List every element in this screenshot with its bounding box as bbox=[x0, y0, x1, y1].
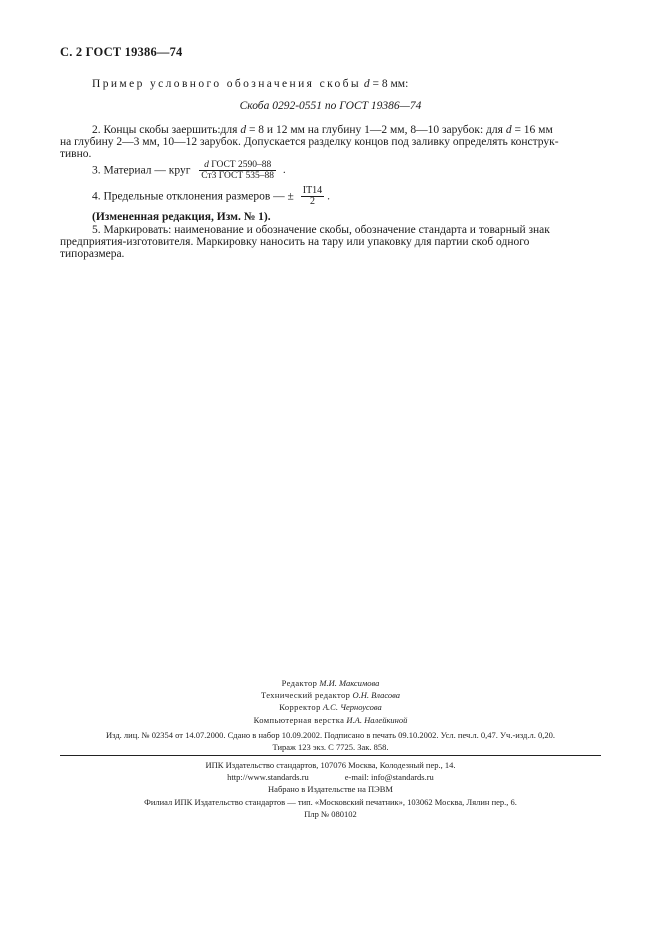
publisher-email: e-mail: info@standards.ru bbox=[344, 772, 434, 783]
example-var: d bbox=[363, 78, 370, 90]
credit-name: М.И. Максимова bbox=[319, 678, 380, 688]
publisher-block bbox=[60, 759, 601, 820]
example-lead: Пример условного обозначения скобы bbox=[92, 78, 362, 90]
credit-name: О.Н. Власова bbox=[352, 690, 401, 701]
material-fraction bbox=[199, 160, 276, 181]
item-2-var-2: d bbox=[505, 124, 512, 136]
imprint-block bbox=[60, 729, 601, 753]
imprint-line-2: Тираж 123 экз. С 7725. Зак. 858. bbox=[272, 742, 389, 753]
tolerance-numerator: IT14 bbox=[302, 185, 323, 196]
example-tail: = 8 мм: bbox=[369, 78, 409, 90]
imprint-divider bbox=[60, 755, 601, 756]
example-designation: Скоба 0292-0551 по ГОСТ 19386—74 bbox=[239, 100, 422, 112]
item-2-text-c: = 16 мм bbox=[511, 124, 553, 136]
item-5-line-2: предприятия-изготовителя. Маркировку наносить на тару или упаковку для партии скоб одного bbox=[60, 236, 530, 248]
item-3-post: . bbox=[282, 164, 286, 177]
item-4 bbox=[92, 186, 330, 207]
credit-role: Редактор bbox=[281, 678, 318, 688]
item-2-text-b: = 8 и 12 мм на глубину 1—2 мм, 8—10 зарубок: для bbox=[246, 124, 506, 136]
credit-name: А.С. Черноусова bbox=[322, 702, 382, 713]
item-2-var-1: d bbox=[240, 124, 247, 136]
publisher-branch: Филиал ИПК Издательство стандартов — тип. «Московский печатник», 103062 Москва, Лялин пер., 6. bbox=[144, 796, 517, 807]
credit-proofreader bbox=[60, 701, 601, 713]
item-4-post: . bbox=[327, 190, 330, 203]
material-numerator bbox=[199, 160, 276, 171]
publisher-address: ИПК Издательство стандартов, 107076 Москва, Колодезный пер., 14. bbox=[205, 760, 456, 770]
publisher-contacts bbox=[60, 771, 601, 783]
item-2-text-a: 2. Концы скобы заершить:для bbox=[92, 124, 241, 136]
credit-layout bbox=[60, 714, 601, 726]
imprint-line-1: Изд. лиц. № 02354 от 14.07.2000. Сдано в набор 10.09.2002. Подписано в печать 09.10.2002. Усл. печ.л. 0,47. Уч.-изд.л. 0,20. bbox=[106, 730, 555, 740]
credit-tech-editor bbox=[60, 689, 601, 701]
credit-role: Технический редактор bbox=[260, 690, 351, 701]
item-2-line-1 bbox=[92, 124, 553, 137]
item-2-line-3: тивно. bbox=[60, 148, 92, 160]
revision-note: (Измененная редакция, Изм. № 1). bbox=[92, 211, 271, 223]
example-line bbox=[92, 78, 408, 91]
item-3-pre: 3. Материал — круг bbox=[92, 164, 191, 177]
item-5-line-1: 5. Маркировать: наименование и обозначение скобы, обозначение стандарта и товарный знак bbox=[92, 224, 550, 236]
item-5-line-3: типоразмера. bbox=[60, 248, 125, 260]
page-header: С. 2 ГОСТ 19386—74 bbox=[60, 45, 183, 59]
item-4-pre: 4. Предельные отклонения размеров — ± bbox=[92, 190, 294, 203]
credit-name: И.А. Налейкиной bbox=[346, 714, 408, 725]
credits-block bbox=[60, 677, 601, 726]
credit-role: Компьютерная верстка bbox=[253, 714, 345, 725]
credit-editor bbox=[60, 677, 601, 689]
item-2-line-2: на глубину 2—3 мм, 10—12 зарубок. Допускается разделку концов под заливку определять конструк- bbox=[60, 136, 559, 148]
material-num-var: d bbox=[204, 160, 209, 170]
tolerance-fraction bbox=[301, 186, 324, 207]
credit-role: Корректор bbox=[279, 702, 321, 713]
publisher-license: Плр № 080102 bbox=[304, 808, 357, 819]
publisher-web: http://www.standards.ru bbox=[227, 772, 309, 783]
material-denominator: Ст3 ГОСТ 535–88 bbox=[201, 171, 275, 181]
tolerance-denominator: 2 bbox=[309, 196, 315, 207]
material-num-text: ГОСТ 2590–88 bbox=[208, 160, 272, 170]
item-3 bbox=[92, 160, 286, 181]
publisher-typeset: Набрано в Издательстве на ПЭВМ bbox=[268, 784, 393, 795]
